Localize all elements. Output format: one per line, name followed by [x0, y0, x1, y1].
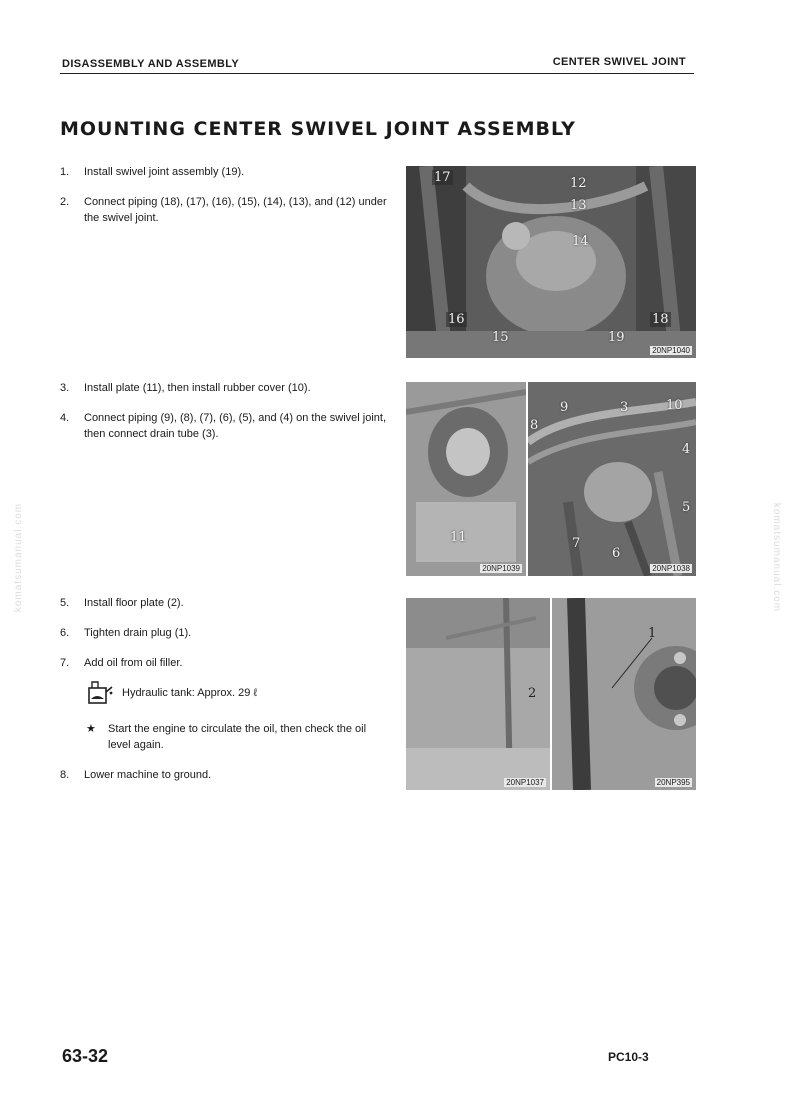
photo-image	[406, 166, 696, 358]
step-number: 1.	[60, 166, 70, 178]
ref-label: 5	[682, 500, 691, 515]
topic-header: CENTER SWIVEL JOINT	[552, 56, 686, 68]
ref-label: 11	[450, 530, 467, 545]
photo-code: 20NP1040	[652, 346, 690, 355]
ref-label: 13	[570, 198, 587, 213]
watermark-right: komatsumanual.com	[771, 502, 783, 613]
step-5	[60, 595, 390, 611]
step-text: Connect piping (18), (17), (16), (15), (14), (13), and (12) under the swivel joint.	[84, 196, 387, 224]
ref-label: 9	[560, 400, 569, 415]
steps-group-3	[60, 595, 390, 797]
step-text: Add oil from oil filler.	[84, 657, 183, 669]
ref-label: 17	[434, 170, 451, 185]
steps-group-1	[60, 164, 390, 240]
step-number: 4.	[60, 412, 70, 424]
step-number: 2.	[60, 196, 70, 208]
step-1	[60, 164, 390, 180]
ref-label: 1	[648, 626, 657, 641]
page-number: 63-32	[62, 1046, 109, 1066]
photo-floor-plate	[406, 598, 550, 790]
oil-can-icon	[84, 679, 114, 707]
ref-label: 19	[608, 330, 625, 345]
step-7	[60, 655, 390, 671]
ref-label: 15	[492, 330, 509, 345]
photo-image	[406, 382, 526, 576]
step-number: 5.	[60, 597, 70, 609]
step-text: Install floor plate (2).	[84, 597, 184, 609]
photo-code: 20NP1038	[652, 564, 690, 573]
ref-label: 14	[572, 234, 589, 249]
photo-piping-under-joint	[406, 166, 696, 358]
note-text: Start the engine to circulate the oil, then check the oil level again.	[108, 723, 367, 751]
watermark-left: komatsumanual.com	[13, 502, 25, 613]
section-header: DISASSEMBLY AND ASSEMBLY	[62, 58, 240, 70]
step-text: Install plate (11), then install rubber cover (10).	[84, 382, 311, 394]
photo-image	[552, 598, 696, 790]
oil-capacity-spec	[60, 679, 390, 709]
photo-code: 20NP395	[656, 778, 690, 787]
step-4	[60, 410, 390, 442]
step-number: 3.	[60, 382, 70, 394]
page-title: MOUNTING CENTER SWIVEL JOINT ASSEMBLY	[60, 118, 576, 140]
ref-label: 7	[572, 536, 581, 551]
header-divider	[60, 73, 694, 74]
step-3	[60, 380, 390, 396]
steps-group-2	[60, 380, 390, 456]
photo-code: 20NP1039	[482, 564, 520, 573]
spec-text: Hydraulic tank: Approx. 29 ℓ	[122, 687, 258, 699]
ref-label: 3	[620, 400, 629, 415]
photo-piping-on-joint	[528, 382, 696, 576]
star-icon: ★	[86, 723, 96, 735]
step-text: Install swivel joint assembly (19).	[84, 166, 245, 178]
ref-label: 10	[666, 398, 683, 413]
ref-label: 4	[682, 442, 691, 457]
step-6	[60, 625, 390, 641]
note	[60, 721, 390, 753]
step-8	[60, 767, 390, 783]
step-number: 8.	[60, 769, 70, 781]
step-text: Connect piping (9), (8), (7), (6), (5), and (4) on the swivel joint, then connect drain tube (3).	[84, 412, 387, 440]
ref-label: 12	[570, 176, 587, 191]
step-text: Tighten drain plug (1).	[84, 627, 192, 639]
ref-label: 18	[652, 312, 669, 327]
model-code: PC10-3	[608, 1050, 649, 1064]
ref-label: 6	[612, 546, 621, 561]
ref-label: 2	[528, 686, 537, 701]
photo-plate	[406, 382, 526, 576]
photo-drain-plug	[552, 598, 696, 790]
photo-code: 20NP1037	[506, 778, 544, 787]
step-2	[60, 194, 390, 226]
ref-label: 16	[448, 312, 465, 327]
step-number: 7.	[60, 657, 70, 669]
step-text: Lower machine to ground.	[84, 769, 212, 781]
ref-label: 8	[530, 418, 539, 433]
step-number: 6.	[60, 627, 70, 639]
